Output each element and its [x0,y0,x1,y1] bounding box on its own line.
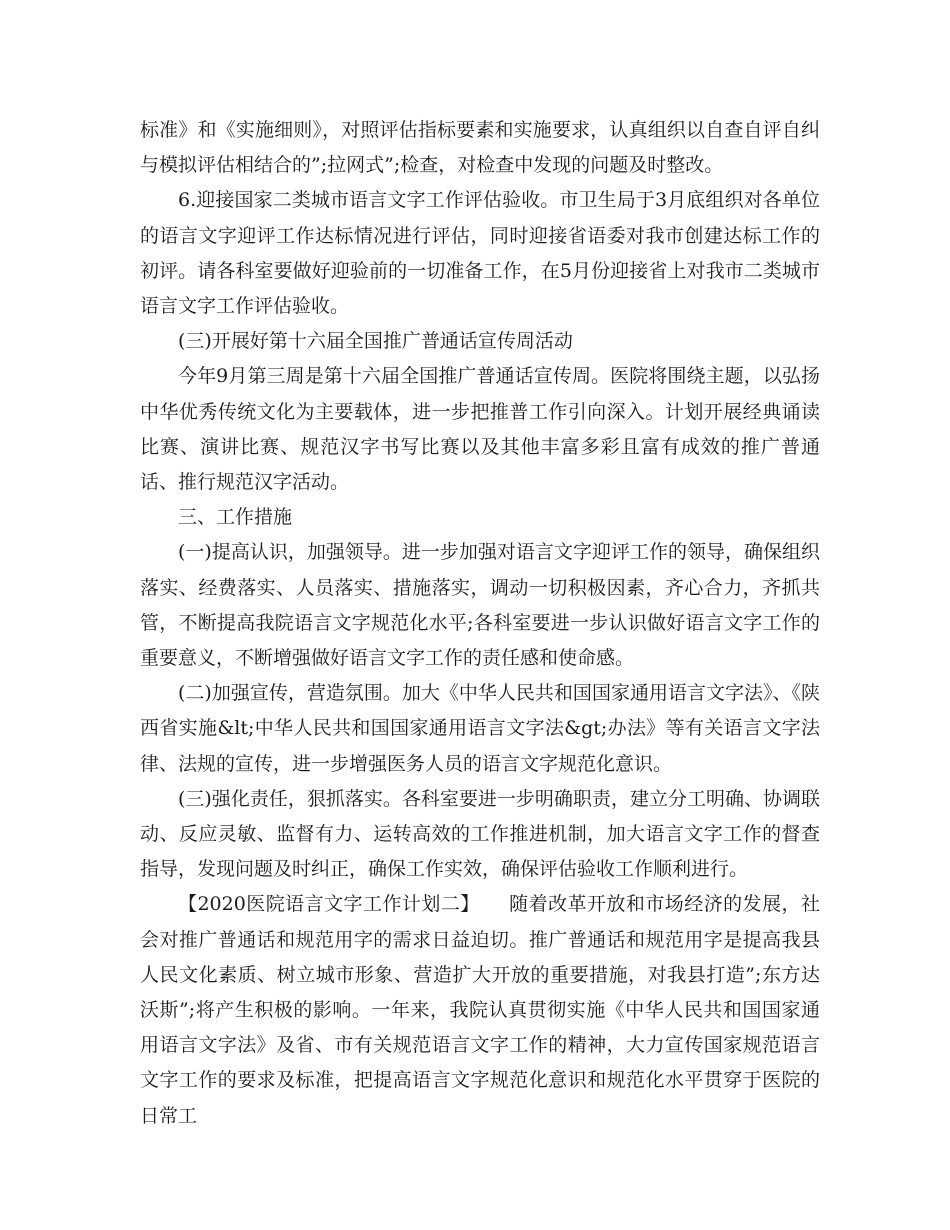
paragraph-plan-two: 【2020医院语言文字工作计划二】 随着改革开放和市场经济的发展，社会对推广普通话和规范用字的需求日益迫切。推广普通话和规范用字是提高我县人民文化素质、树立城市形象、营造扩大开放的重要措施，对我县打造”;东方达沃斯”;将产生积极的影响。一年来，我院认真贯彻实施《中华人民共和国国家通用语言文字法》及省、市有关规范语言文字工作的精神，大力宣传国家规范语言文字工作的要求及标准，把提高语言文字规范化意识和规范化水平贯穿于医院的日常工 [140,893,820,1127]
paragraph-evaluation-standards-continued: 标准》和《实施细则》，对照评估指标要素和实施要求，认真组织以自查自评自纠与模拟评估相结合的”;拉网式”;检查，对检查中发现的问题及时整改。 [140,119,820,177]
paragraph-putonghua-week: 今年9月第三周是第十六届全国推广普通话宣传周。医院将围绕主题，以弘扬中华优秀传统文化为主要载体，进一步把推普工作引向深入。计划开展经典诵读比赛、演讲比赛、规范汉字书写比赛以及其他丰富多彩且富有成效的推广普通话、推行规范汉字活动。 [140,365,820,494]
paragraph-measure-publicity: (二)加强宣传，营造氛围。加大《中华人民共和国国家通用语言文字法》、《陕西省实施&lt;中华人民共和国国家通用语言文字法&gt;办法》等有关语言文字法律、法规的宣传，进一步增强医务人员的语言文字规范化意识。 [140,682,820,775]
paragraph-measure-leadership: (一)提高认识，加强领导。进一步加强对语言文字迎评工作的领导，确保组织落实、经费落实、人员落实、措施落实，调动一切积极因素，齐心合力，齐抓共管，不断提高我院语言文字规范化水平;各科室要进一步认识做好语言文字工作的重要意义，不断增强做好语言文字工作的责任感和使命感。 [140,541,820,670]
section-heading-work-measures: 三、工作措施 [178,506,293,529]
section-heading-putonghua-week: (三)开展好第十六届全国推广普通话宣传周活动 [178,330,573,353]
paragraph-measure-responsibility: (三)强化责任，狠抓落实。各科室要进一步明确职责，建立分工明确、协调联动、反应灵敏、监督有力、运转高效的工作推进机制，加大语言文字工作的督查指导，发现问题及时纠正，确保工作实效，确保评估验收工作顺利进行。 [140,787,820,881]
document-body [140,113,820,1134]
paragraph-item-6-evaluation-acceptance: 6.迎接国家二类城市语言文字工作评估验收。市卫生局于3月底组织对各单位的语言文字迎评工作达标情况进行评估，同时迎接省语委对我市创建达标工作的初评。请各科室要做好迎验前的一切准备工作，在5月份迎接省上对我市二类城市语言文字工作评估验收。 [140,189,820,318]
